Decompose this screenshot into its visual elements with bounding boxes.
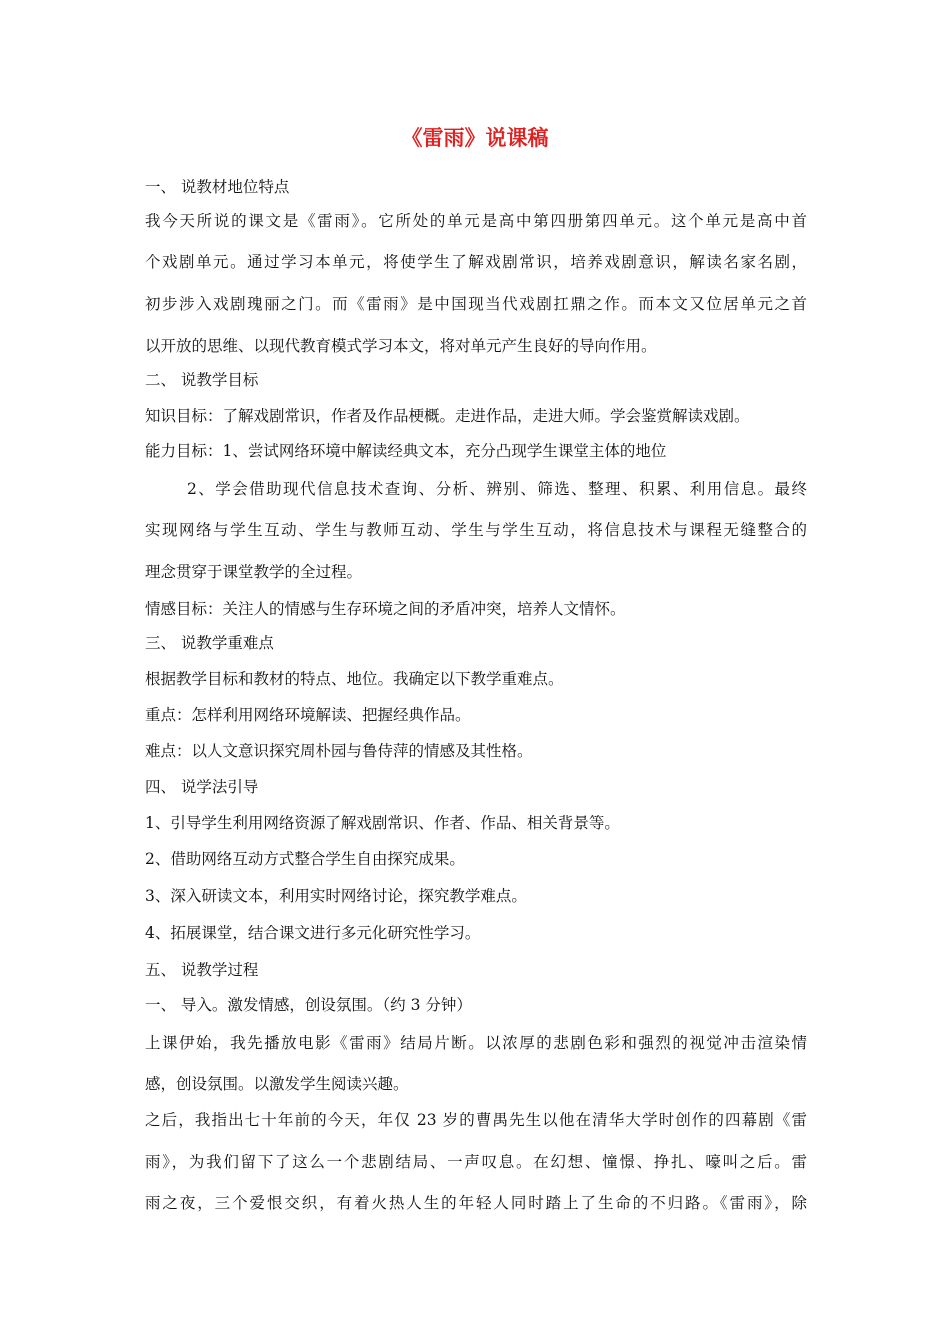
section-heading: 五、 说教学过程	[145, 961, 259, 979]
list-item: 1、引导学生利用网络资源了解戏剧常识、作者、作品、相关背景等。	[145, 814, 620, 832]
paragraph-line: 根据教学目标和教材的特点、地位。我确定以下教学重难点。	[145, 670, 564, 688]
paragraph-line: 雨之夜，三个爱恨交织，有着火热人生的年轻人同时踏上了生命的不归路。《雷雨》，除	[145, 1194, 807, 1212]
paragraph-line: 知识目标：了解戏剧常识，作者及作品梗概。走进作品，走进大师。学会鉴赏解读戏剧。	[145, 407, 750, 425]
paragraph-line: 实现网络与学生互动、学生与教师互动、学生与学生互动，将信息技术与课程无缝整合的	[145, 521, 807, 539]
paragraph-line: 理念贯穿于课堂教学的全过程。	[145, 563, 363, 581]
paragraph-line: 我今天所说的课文是《雷雨》。它所处的单元是高中第四册第四单元。这个单元是高中首	[145, 212, 807, 230]
section-heading: 三、 说教学重难点	[145, 634, 274, 652]
list-item: 4、拓展课堂，结合课文进行多元化研究性学习。	[145, 924, 481, 942]
paragraph-line: 2、学会借助现代信息技术查询、分析、辨别、筛选、整理、积累、利用信息。最终	[187, 480, 807, 498]
paragraph-line: 感，创设氛围。以激发学生阅读兴趣。	[145, 1075, 409, 1093]
paragraph-line: 情感目标：关注人的情感与生存环境之间的矛盾冲突，培养人文情怀。	[145, 600, 626, 618]
paragraph-line: 初步涉入戏剧瑰丽之门。而《雷雨》是中国现当代戏剧扛鼎之作。而本文又位居单元之首	[145, 295, 807, 313]
subsection-heading: 一、 导入。激发情感，创设氛围。（约 3 分钟）	[145, 996, 472, 1014]
list-item: 3、深入研读文本，利用实时网络讨论，探究教学难点。	[145, 887, 527, 905]
paragraph-line: 重点：怎样利用网络环境解读、把握经典作品。	[145, 706, 471, 724]
paragraph-line: 上课伊始，我先播放电影《雷雨》结局片断。以浓厚的悲剧色彩和强烈的视觉冲击渲染情	[145, 1034, 807, 1052]
paragraph-line: 雨》，为我们留下了这么一个悲剧结局、一声叹息。在幻想、憧憬、挣扎、嚎叫之后。雷	[145, 1153, 807, 1171]
paragraph-line: 难点：以人文意识探究周朴园与鲁侍萍的情感及其性格。	[145, 742, 533, 760]
document-title: 《雷雨》说课稿	[401, 125, 549, 150]
paragraph-line: 以开放的思维、以现代教育模式学习本文，将对单元产生良好的导向作用。	[145, 337, 657, 355]
section-heading: 一、 说教材地位特点	[145, 178, 290, 196]
paragraph-line: 之后，我指出七十年前的今天，年仅 23 岁的曹禺先生以他在清华大学时创作的四幕剧《雷	[145, 1111, 807, 1129]
section-heading: 四、 说学法引导	[145, 778, 259, 796]
section-heading: 二、 说教学目标	[145, 371, 259, 389]
paragraph-line: 能力目标：1、尝试网络环境中解读经典文本，充分凸现学生课堂主体的地位	[145, 442, 667, 460]
paragraph-line: 个戏剧单元。通过学习本单元，将使学生了解戏剧常识，培养戏剧意识，解读名家名剧，	[145, 253, 807, 271]
list-item: 2、借助网络互动方式整合学生自由探究成果。	[145, 850, 465, 868]
